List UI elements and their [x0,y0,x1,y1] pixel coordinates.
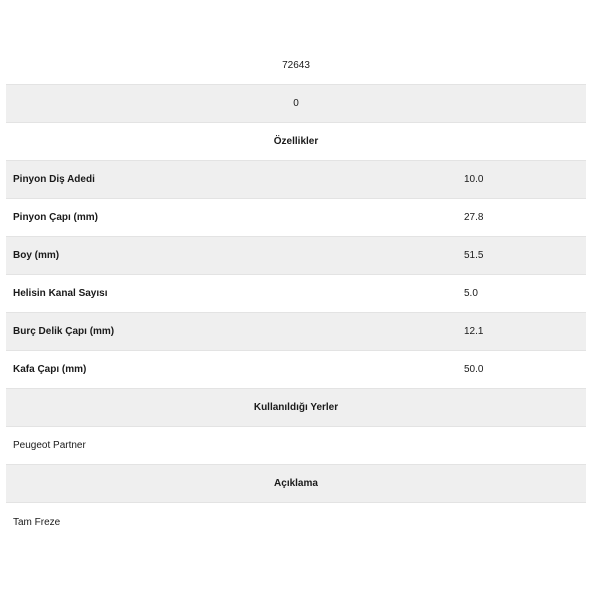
feature-value: 51.5 [464,250,484,261]
product-value: 0 [293,98,299,109]
description-title: Açıklama [274,478,318,489]
feature-value: 5.0 [464,288,478,299]
feature-label: Helisin Kanal Sayısı [13,288,108,299]
feature-row [6,313,586,351]
value-row [6,85,586,123]
feature-row [6,275,586,313]
feature-row [6,237,586,275]
product-spec-table [6,47,586,541]
feature-label: Pinyon Diş Adedi [13,174,95,185]
feature-label: Boy (mm) [13,250,60,261]
description-value: Tam Freze [13,516,61,528]
feature-value: 27.8 [464,212,484,223]
feature-label: Burç Delik Çapı (mm) [13,326,115,337]
feature-value: 10.0 [464,174,484,185]
usage-value: Peugeot Partner [13,440,86,451]
code-row [6,47,586,85]
feature-value: 12.1 [464,326,484,337]
feature-row [6,351,586,389]
product-code: 72643 [282,60,310,71]
usage-header [6,389,586,427]
features-title: Özellikler [273,136,319,147]
description-row [6,503,586,541]
feature-label: Kafa Çapı (mm) [13,364,87,375]
feature-value: 50.0 [464,364,484,375]
feature-label: Pinyon Çapı (mm) [13,212,99,223]
feature-row [6,199,586,237]
feature-row [6,161,586,199]
description-header [6,465,586,503]
features-header [6,123,586,161]
usage-row [6,427,586,465]
usage-title: Kullanıldığı Yerler [253,402,339,413]
